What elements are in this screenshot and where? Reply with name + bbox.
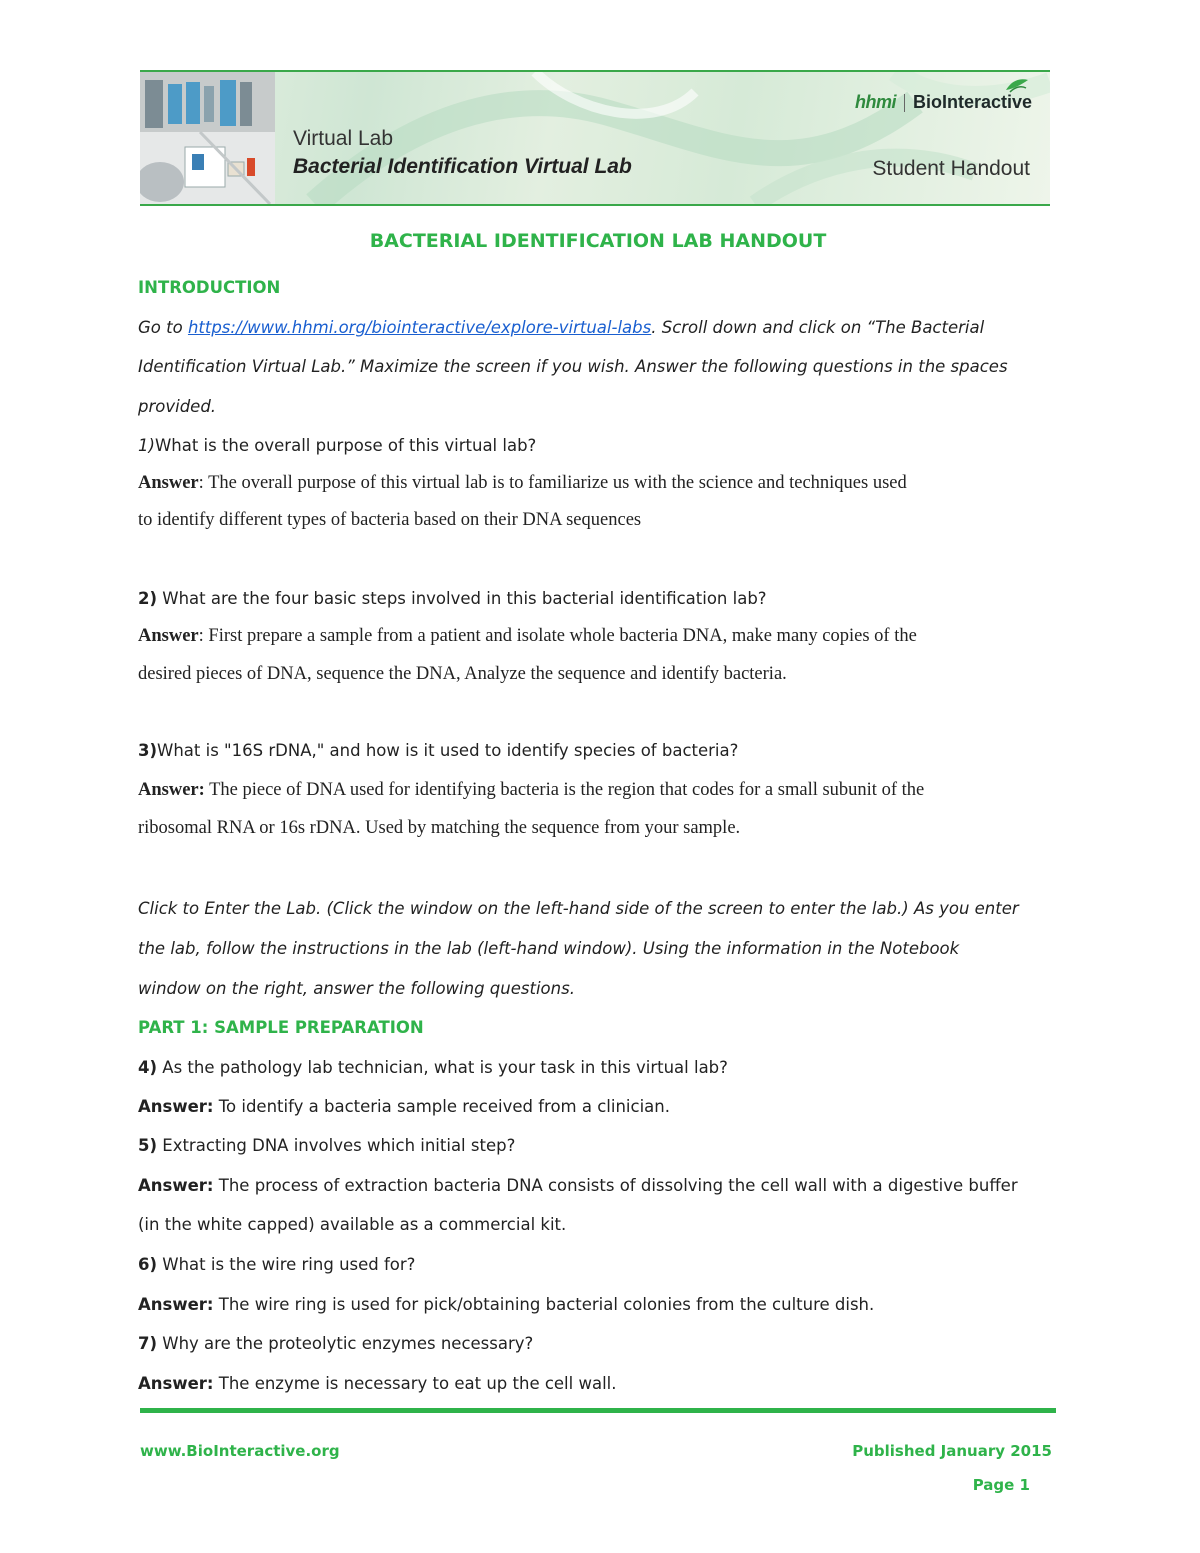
question-4 [138, 1058, 728, 1077]
footer-page-number: Page 1 [972, 1476, 1030, 1494]
question-text: As the pathology lab technician, what is your task in this virtual lab? [157, 1058, 728, 1077]
answer-text: : The overall purpose of this virtual lab is to familiarize us with the science and techniques used [198, 473, 907, 493]
answer-text: The process of extraction bacteria DNA consists of dissolving the cell wall with a digestive buffer [213, 1176, 1018, 1195]
question-5 [138, 1136, 515, 1155]
question-text: Why are the proteolytic enzymes necessary? [157, 1334, 534, 1353]
question-number: 5) [138, 1136, 158, 1155]
answer-label: Answer [138, 473, 199, 493]
answer-3-line-2: ribosomal RNA or 16s rDNA. Used by matching the sequence from your sample. [138, 818, 741, 838]
intro-paragraph-line-3: provided. [138, 397, 217, 416]
question-number: 6) [138, 1255, 158, 1274]
question-text: Extracting DNA involves which initial step? [157, 1136, 516, 1155]
footer-website: www.BioInteractive.org [140, 1442, 340, 1460]
question-3 [138, 741, 738, 760]
question-6 [138, 1255, 415, 1274]
footer-divider [140, 1408, 1056, 1413]
intro-text-b: . Scroll down and click on “The Bacterial [651, 318, 985, 337]
part-1-heading: PART 1: SAMPLE PREPARATION [138, 1018, 424, 1037]
question-text: What is "16S rDNA," and how is it used to identify species of bacteria? [157, 741, 739, 760]
answer-2-line-1 [138, 626, 917, 647]
answer-label: Answer: [138, 780, 205, 800]
answer-4 [138, 1097, 670, 1116]
question-number: 4) [138, 1058, 158, 1077]
answer-6 [138, 1295, 874, 1314]
banner-handout-label: Student Handout [872, 157, 1030, 180]
question-number: 3) [138, 741, 158, 760]
answer-text: The piece of DNA used for identifying bacteria is the region that codes for a small subunit of the [204, 780, 925, 800]
virtual-labs-link[interactable]: https://www.hhmi.org/biointeractive/explore-virtual-labs [187, 318, 652, 337]
question-text: What is the wire ring used for? [157, 1255, 416, 1274]
banner-title: Bacterial Identification Virtual Lab [293, 155, 632, 178]
answer-text: The wire ring is used for pick/obtaining bacterial colonies from the culture dish. [213, 1295, 875, 1314]
answer-text: To identify a bacteria sample received from a clinician. [213, 1097, 670, 1116]
introduction-heading: INTRODUCTION [138, 278, 281, 297]
answer-label: Answer: [138, 1295, 214, 1314]
banner-kicker: Virtual Lab [293, 127, 394, 150]
answer-3-line-1 [138, 780, 924, 801]
brand-biointeractive: BioInteractive [912, 92, 1032, 112]
answer-label: Answer: [138, 1374, 214, 1393]
hhmi-biointeractive-logo [855, 92, 1032, 113]
answer-text: The enzyme is necessary to eat up the cell wall. [213, 1374, 617, 1393]
document-title: BACTERIAL IDENTIFICATION LAB HANDOUT [369, 230, 827, 252]
header-banner [140, 70, 1050, 206]
virtual-lab-image [140, 72, 275, 204]
question-number: 7) [138, 1334, 158, 1353]
intro-paragraph-line-1 [138, 318, 984, 337]
intro-paragraph-line-2: Identification Virtual Lab.” Maximize the screen if you wish. Answer the following questions in the spaces [138, 357, 1008, 376]
answer-text: : First prepare a sample from a patient and isolate whole bacteria DNA, make many copies of the [198, 626, 917, 646]
question-number: 1) [138, 436, 155, 455]
answer-label: Answer [138, 626, 199, 646]
answer-label: Answer: [138, 1097, 214, 1116]
footer-published-date: Published January 2015 [852, 1442, 1052, 1460]
answer-1-line-1 [138, 473, 907, 494]
brand-separator [904, 94, 905, 112]
question-2 [138, 589, 767, 608]
question-1 [138, 436, 536, 455]
answer-5-line-2: (in the white capped) available as a commercial kit. [138, 1215, 567, 1234]
enter-lab-line-1: Click to Enter the Lab. (Click the window on the left-hand side of the screen to enter the lab.) As you enter [138, 899, 1019, 918]
brand-hhmi: hhmi [854, 92, 896, 112]
answer-1-line-2: to identify different types of bacteria based on their DNA sequences [138, 510, 642, 530]
enter-lab-line-2: the lab, follow the instructions in the lab (left-hand window). Using the information in the Notebook [138, 939, 960, 958]
answer-5-line-1 [138, 1176, 1018, 1195]
question-text: What are the four basic steps involved in this bacterial identification lab? [157, 589, 767, 608]
enter-lab-line-3: window on the right, answer the following questions. [138, 979, 575, 998]
answer-7 [138, 1374, 617, 1393]
question-text: What is the overall purpose of this virtual lab? [154, 436, 537, 455]
question-7 [138, 1334, 533, 1353]
answer-2-line-2: desired pieces of DNA, sequence the DNA, Analyze the sequence and identify bacteria. [138, 664, 787, 684]
answer-label: Answer: [138, 1176, 214, 1195]
intro-text-a: Go to [138, 318, 188, 337]
question-number: 2) [138, 589, 158, 608]
